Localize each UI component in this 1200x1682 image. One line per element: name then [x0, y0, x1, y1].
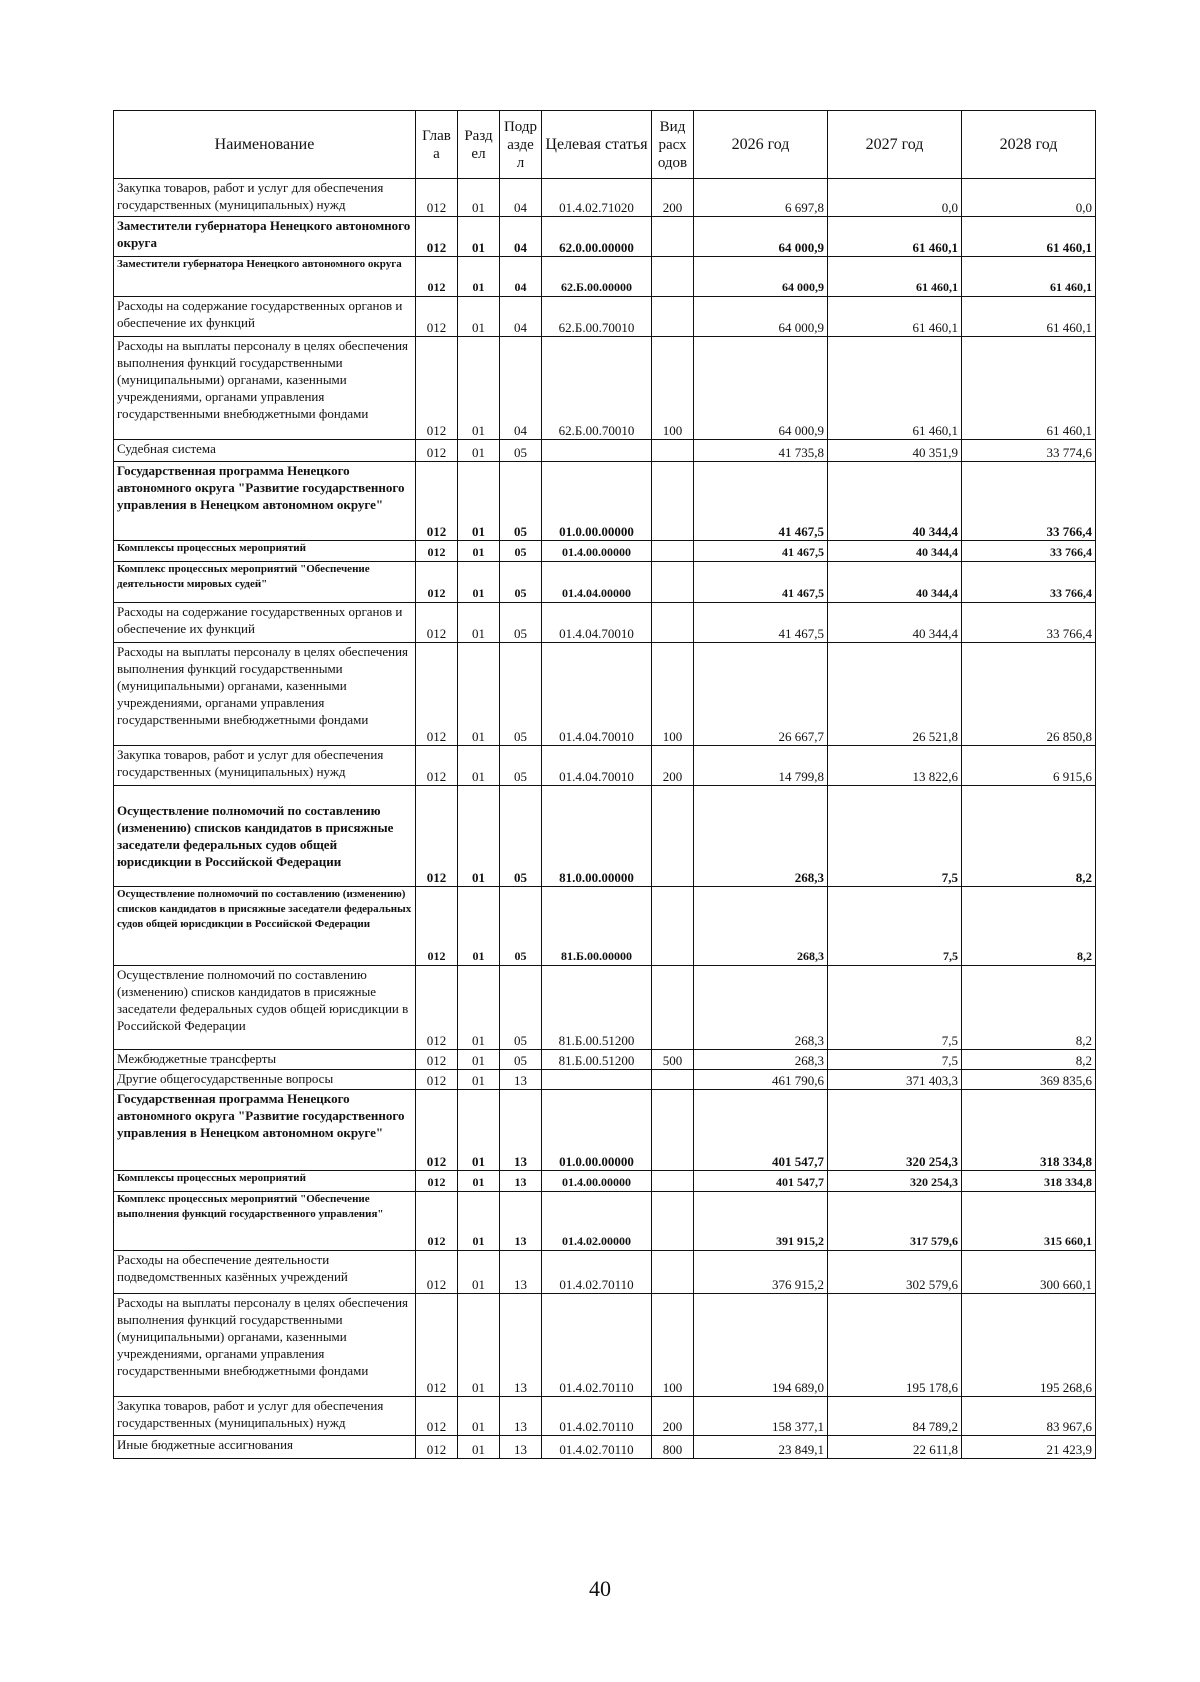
row-vid — [652, 603, 694, 643]
table-row — [114, 179, 1096, 217]
row-vid — [652, 257, 694, 297]
header-glava: Глав а — [416, 111, 458, 179]
row-2028: 61 460,1 — [962, 297, 1096, 337]
row-2028: 0,0 — [962, 179, 1096, 217]
row-podrazdel: 05 — [500, 746, 542, 786]
row-name: Осуществление полномочий по составлению (изменению) списков кандидатов в присяжные заседатели федеральных судов общей юрисдикции в Российской Федерации — [114, 966, 416, 1050]
row-statia: 01.4.04.70010 — [542, 603, 652, 643]
row-vid — [652, 562, 694, 603]
row-podrazdel: 04 — [500, 257, 542, 297]
row-statia: 01.4.00.00000 — [542, 1171, 652, 1192]
row-2027: 40 344,4 — [828, 603, 962, 643]
row-name: Расходы на содержание государственных органов и обеспечение их функций — [114, 297, 416, 337]
row-2027: 320 254,3 — [828, 1090, 962, 1171]
table-row — [114, 966, 1096, 1050]
row-2028: 6 915,6 — [962, 746, 1096, 786]
row-glava: 012 — [416, 179, 458, 217]
row-2028: 318 334,8 — [962, 1171, 1096, 1192]
row-podrazdel: 04 — [500, 297, 542, 337]
row-statia: 62.0.00.00000 — [542, 217, 652, 257]
row-glava: 012 — [416, 257, 458, 297]
table-row — [114, 746, 1096, 786]
row-podrazdel: 05 — [500, 562, 542, 603]
row-statia: 01.0.00.00000 — [542, 462, 652, 541]
row-2028: 195 268,6 — [962, 1294, 1096, 1397]
row-podrazdel: 05 — [500, 440, 542, 462]
row-statia: 01.4.02.70110 — [542, 1251, 652, 1294]
row-glava: 012 — [416, 746, 458, 786]
row-2027: 0,0 — [828, 179, 962, 217]
row-glava: 012 — [416, 1050, 458, 1070]
row-2027: 7,5 — [828, 966, 962, 1050]
row-podrazdel: 13 — [500, 1397, 542, 1436]
row-podrazdel: 13 — [500, 1070, 542, 1090]
row-vid — [652, 440, 694, 462]
row-2028: 83 967,6 — [962, 1397, 1096, 1436]
row-vid — [652, 1192, 694, 1251]
row-vid: 200 — [652, 746, 694, 786]
row-name: Расходы на содержание государственных органов и обеспечение их функций — [114, 603, 416, 643]
row-podrazdel: 13 — [500, 1192, 542, 1251]
table-row — [114, 1294, 1096, 1397]
row-name: Заместители губернатора Ненецкого автономного округа — [114, 217, 416, 257]
row-2027: 84 789,2 — [828, 1397, 962, 1436]
table-row — [114, 337, 1096, 440]
row-glava: 012 — [416, 786, 458, 887]
row-razdel: 01 — [458, 746, 500, 786]
row-2027: 22 611,8 — [828, 1436, 962, 1459]
row-2026: 23 849,1 — [694, 1436, 828, 1459]
row-glava: 012 — [416, 1294, 458, 1397]
row-2027: 26 521,8 — [828, 643, 962, 746]
row-2027: 61 460,1 — [828, 217, 962, 257]
row-name: Комплекс процессных мероприятий "Обеспечение деятельности мировых судей" — [114, 562, 416, 603]
row-2027: 7,5 — [828, 1050, 962, 1070]
row-2028: 33 766,4 — [962, 603, 1096, 643]
row-razdel: 01 — [458, 1397, 500, 1436]
row-razdel: 01 — [458, 786, 500, 887]
row-2028: 8,2 — [962, 966, 1096, 1050]
row-vid — [652, 1090, 694, 1171]
row-glava: 012 — [416, 966, 458, 1050]
row-vid — [652, 1251, 694, 1294]
row-name: Межбюджетные трансферты — [114, 1050, 416, 1070]
row-name: Закупка товаров, работ и услуг для обеспечения государственных (муниципальных) нужд — [114, 1397, 416, 1436]
row-2028: 33 766,4 — [962, 541, 1096, 562]
row-2026: 158 377,1 — [694, 1397, 828, 1436]
row-glava: 012 — [416, 217, 458, 257]
row-2026: 401 547,7 — [694, 1171, 828, 1192]
row-razdel: 01 — [458, 603, 500, 643]
table-row — [114, 217, 1096, 257]
row-2027: 40 344,4 — [828, 541, 962, 562]
row-statia: 62.Б.00.00000 — [542, 257, 652, 297]
row-name: Государственная программа Ненецкого автономного округа "Развитие государственного управления в Ненецком автономном округе" — [114, 462, 416, 541]
row-podrazdel: 05 — [500, 462, 542, 541]
row-name: Заместители губернатора Ненецкого автономного округа — [114, 257, 416, 297]
row-vid: 200 — [652, 179, 694, 217]
row-vid: 500 — [652, 1050, 694, 1070]
row-2027: 61 460,1 — [828, 257, 962, 297]
row-vid — [652, 297, 694, 337]
row-podrazdel: 05 — [500, 643, 542, 746]
row-2026: 268,3 — [694, 887, 828, 966]
row-vid: 100 — [652, 337, 694, 440]
row-podrazdel: 13 — [500, 1090, 542, 1171]
row-2027: 320 254,3 — [828, 1171, 962, 1192]
row-name: Закупка товаров, работ и услуг для обеспечения государственных (муниципальных) нужд — [114, 179, 416, 217]
table-row — [114, 1436, 1096, 1459]
table-header-row — [114, 111, 1096, 179]
row-2028: 61 460,1 — [962, 217, 1096, 257]
row-name: Иные бюджетные ассигнования — [114, 1436, 416, 1459]
row-razdel: 01 — [458, 1192, 500, 1251]
table-row — [114, 562, 1096, 603]
row-2027: 40 344,4 — [828, 562, 962, 603]
row-podrazdel: 05 — [500, 786, 542, 887]
row-razdel: 01 — [458, 1436, 500, 1459]
row-razdel: 01 — [458, 1294, 500, 1397]
row-name: Комплексы процессных мероприятий — [114, 541, 416, 562]
row-2026: 194 689,0 — [694, 1294, 828, 1397]
row-razdel: 01 — [458, 562, 500, 603]
row-2027: 40 351,9 — [828, 440, 962, 462]
row-razdel: 01 — [458, 1050, 500, 1070]
row-glava: 012 — [416, 562, 458, 603]
row-razdel: 01 — [458, 257, 500, 297]
row-glava: 012 — [416, 1397, 458, 1436]
row-razdel: 01 — [458, 1070, 500, 1090]
row-vid — [652, 462, 694, 541]
row-2026: 41 467,5 — [694, 562, 828, 603]
table-row — [114, 257, 1096, 297]
row-vid: 800 — [652, 1436, 694, 1459]
row-statia: 01.4.02.70110 — [542, 1294, 652, 1397]
row-2028: 369 835,6 — [962, 1070, 1096, 1090]
row-glava: 012 — [416, 1070, 458, 1090]
row-2028: 315 660,1 — [962, 1192, 1096, 1251]
table-row — [114, 440, 1096, 462]
row-razdel: 01 — [458, 462, 500, 541]
row-statia: 01.4.04.70010 — [542, 643, 652, 746]
table-row — [114, 1090, 1096, 1171]
row-statia: 01.4.02.00000 — [542, 1192, 652, 1251]
row-statia: 01.0.00.00000 — [542, 1090, 652, 1171]
row-2026: 6 697,8 — [694, 179, 828, 217]
row-2027: 61 460,1 — [828, 297, 962, 337]
row-2026: 376 915,2 — [694, 1251, 828, 1294]
row-statia: 01.4.02.70110 — [542, 1436, 652, 1459]
row-glava: 012 — [416, 887, 458, 966]
row-vid: 200 — [652, 1397, 694, 1436]
row-2026: 64 000,9 — [694, 337, 828, 440]
row-2027: 13 822,6 — [828, 746, 962, 786]
row-razdel: 01 — [458, 217, 500, 257]
row-2026: 26 667,7 — [694, 643, 828, 746]
row-2026: 268,3 — [694, 786, 828, 887]
row-glava: 012 — [416, 462, 458, 541]
header-podrazdel: Подр азде л — [500, 111, 542, 179]
row-razdel: 01 — [458, 1090, 500, 1171]
page-number: 40 — [589, 1576, 611, 1601]
row-name: Комплекс процессных мероприятий "Обеспечение выполнения функций государственного управления" — [114, 1192, 416, 1251]
table-row — [114, 1070, 1096, 1090]
row-2026: 268,3 — [694, 966, 828, 1050]
row-razdel: 01 — [458, 966, 500, 1050]
row-2027: 195 178,6 — [828, 1294, 962, 1397]
header-2027: 2027 год — [828, 111, 962, 179]
row-name: Расходы на выплаты персоналу в целях обеспечения выполнения функций государственными (муниципальными) органами, казенными учреждениями, органами управления государственными внебюджетными фондами — [114, 643, 416, 746]
row-2026: 14 799,8 — [694, 746, 828, 786]
header-2028: 2028 год — [962, 111, 1096, 179]
table-row — [114, 1050, 1096, 1070]
row-podrazdel: 13 — [500, 1251, 542, 1294]
row-vid — [652, 541, 694, 562]
row-glava: 012 — [416, 541, 458, 562]
row-statia: 62.Б.00.70010 — [542, 297, 652, 337]
table-row — [114, 887, 1096, 966]
table-row — [114, 603, 1096, 643]
budget-table — [113, 110, 1096, 1459]
row-statia: 01.4.02.70110 — [542, 1397, 652, 1436]
row-glava: 012 — [416, 643, 458, 746]
row-2026: 461 790,6 — [694, 1070, 828, 1090]
row-2028: 26 850,8 — [962, 643, 1096, 746]
row-vid — [652, 966, 694, 1050]
row-razdel: 01 — [458, 1251, 500, 1294]
table-row — [114, 1251, 1096, 1294]
row-name: Расходы на обеспечение деятельности подведомственных казённых учреждений — [114, 1251, 416, 1294]
row-glava: 012 — [416, 1090, 458, 1171]
row-statia: 81.Б.00.00000 — [542, 887, 652, 966]
table-row — [114, 1397, 1096, 1436]
row-2026: 41 467,5 — [694, 603, 828, 643]
row-2027: 302 579,6 — [828, 1251, 962, 1294]
row-2028: 8,2 — [962, 887, 1096, 966]
row-podrazdel: 05 — [500, 966, 542, 1050]
row-statia: 01.4.02.71020 — [542, 179, 652, 217]
header-name: Наименование — [114, 111, 416, 179]
row-podrazdel: 05 — [500, 1050, 542, 1070]
row-name: Осуществление полномочий по составлению (изменению) списков кандидатов в присяжные заседатели федеральных судов общей юрисдикции в Российской Федерации — [114, 887, 416, 966]
row-2028: 8,2 — [962, 786, 1096, 887]
row-statia: 62.Б.00.70010 — [542, 337, 652, 440]
row-2028: 8,2 — [962, 1050, 1096, 1070]
row-2026: 64 000,9 — [694, 217, 828, 257]
row-statia: 01.4.04.70010 — [542, 746, 652, 786]
row-glava: 012 — [416, 1192, 458, 1251]
row-2026: 64 000,9 — [694, 297, 828, 337]
row-statia — [542, 1070, 652, 1090]
row-statia: 01.4.00.00000 — [542, 541, 652, 562]
row-2027: 61 460,1 — [828, 337, 962, 440]
row-razdel: 01 — [458, 541, 500, 562]
row-vid: 100 — [652, 643, 694, 746]
row-name: Расходы на выплаты персоналу в целях обеспечения выполнения функций государственными (муниципальными) органами, казенными учреждениями, органами управления государственными внебюджетными фондами — [114, 1294, 416, 1397]
row-vid: 100 — [652, 1294, 694, 1397]
table-row — [114, 541, 1096, 562]
row-2028: 33 766,4 — [962, 562, 1096, 603]
row-2026: 64 000,9 — [694, 257, 828, 297]
row-statia: 01.4.04.00000 — [542, 562, 652, 603]
row-statia: 81.0.00.00000 — [542, 786, 652, 887]
row-podrazdel: 04 — [500, 337, 542, 440]
row-2026: 41 467,5 — [694, 462, 828, 541]
table-row — [114, 297, 1096, 337]
row-podrazdel: 13 — [500, 1171, 542, 1192]
row-razdel: 01 — [458, 440, 500, 462]
row-vid — [652, 1171, 694, 1192]
row-name: Комплексы процессных мероприятий — [114, 1171, 416, 1192]
row-2027: 40 344,4 — [828, 462, 962, 541]
table-row — [114, 786, 1096, 887]
row-2026: 268,3 — [694, 1050, 828, 1070]
row-statia — [542, 440, 652, 462]
row-razdel: 01 — [458, 887, 500, 966]
row-glava: 012 — [416, 440, 458, 462]
row-razdel: 01 — [458, 1171, 500, 1192]
row-podrazdel: 13 — [500, 1294, 542, 1397]
row-podrazdel: 04 — [500, 217, 542, 257]
row-2028: 33 766,4 — [962, 462, 1096, 541]
row-glava: 012 — [416, 1171, 458, 1192]
row-vid — [652, 887, 694, 966]
row-2028: 61 460,1 — [962, 337, 1096, 440]
row-2028: 318 334,8 — [962, 1090, 1096, 1171]
header-2026: 2026 год — [694, 111, 828, 179]
row-2028: 300 660,1 — [962, 1251, 1096, 1294]
row-podrazdel: 05 — [500, 887, 542, 966]
row-podrazdel: 04 — [500, 179, 542, 217]
row-glava: 012 — [416, 1436, 458, 1459]
header-razdel: Разд ел — [458, 111, 500, 179]
row-name: Осуществление полномочий по составлению (изменению) списков кандидатов в присяжные заседатели федеральных судов общей юрисдикции в Российской Федерации — [114, 786, 416, 887]
table-row — [114, 462, 1096, 541]
row-2028: 21 423,9 — [962, 1436, 1096, 1459]
row-2027: 7,5 — [828, 786, 962, 887]
row-2026: 41 467,5 — [694, 541, 828, 562]
row-glava: 012 — [416, 603, 458, 643]
row-2028: 33 774,6 — [962, 440, 1096, 462]
table-row — [114, 643, 1096, 746]
row-statia: 81.Б.00.51200 — [542, 1050, 652, 1070]
table-row — [114, 1171, 1096, 1192]
row-podrazdel: 05 — [500, 603, 542, 643]
row-name: Судебная система — [114, 440, 416, 462]
row-2026: 401 547,7 — [694, 1090, 828, 1171]
row-glava: 012 — [416, 1251, 458, 1294]
row-razdel: 01 — [458, 643, 500, 746]
row-glava: 012 — [416, 337, 458, 440]
row-2027: 317 579,6 — [828, 1192, 962, 1251]
row-statia: 81.Б.00.51200 — [542, 966, 652, 1050]
row-vid — [652, 1070, 694, 1090]
row-2026: 391 915,2 — [694, 1192, 828, 1251]
row-razdel: 01 — [458, 297, 500, 337]
row-2028: 61 460,1 — [962, 257, 1096, 297]
row-vid — [652, 217, 694, 257]
row-podrazdel: 13 — [500, 1436, 542, 1459]
row-podrazdel: 05 — [500, 541, 542, 562]
row-name: Закупка товаров, работ и услуг для обеспечения государственных (муниципальных) нужд — [114, 746, 416, 786]
row-2026: 41 735,8 — [694, 440, 828, 462]
row-2027: 7,5 — [828, 887, 962, 966]
header-vid: Вид расх одов — [652, 111, 694, 179]
row-glava: 012 — [416, 297, 458, 337]
row-name: Государственная программа Ненецкого автономного округа "Развитие государственного управления в Ненецком автономном округе" — [114, 1090, 416, 1171]
row-razdel: 01 — [458, 337, 500, 440]
header-statia: Целевая статья — [542, 111, 652, 179]
row-2027: 371 403,3 — [828, 1070, 962, 1090]
row-name: Расходы на выплаты персоналу в целях обеспечения выполнения функций государственными (муниципальными) органами, казенными учреждениями, органами управления государственными внебюджетными фондами — [114, 337, 416, 440]
table-row — [114, 1192, 1096, 1251]
row-razdel: 01 — [458, 179, 500, 217]
row-vid — [652, 786, 694, 887]
row-name: Другие общегосударственные вопросы — [114, 1070, 416, 1090]
